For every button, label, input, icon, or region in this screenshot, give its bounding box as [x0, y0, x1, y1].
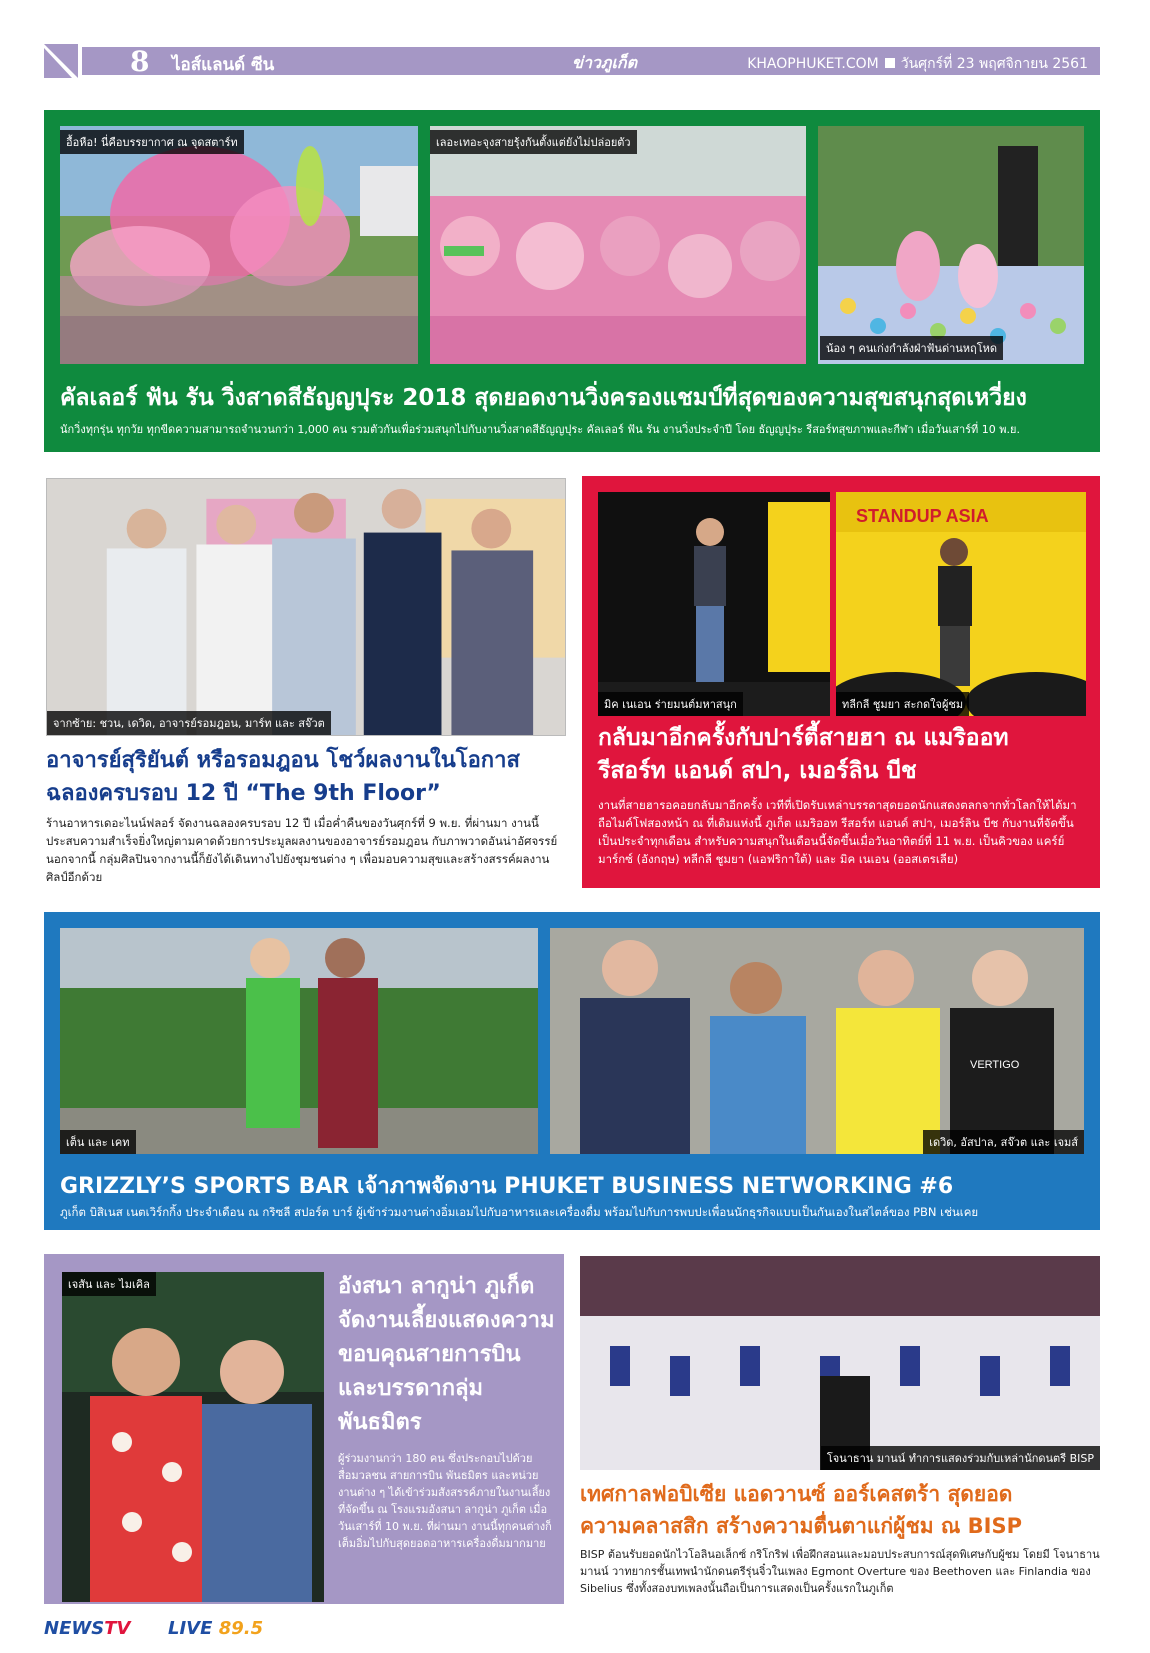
title-line: กลับมาอีกครั้งกับปาร์ตี้สายฮา ณ แมริออท: [598, 725, 1009, 751]
color-fun-run-panel: [44, 110, 1100, 452]
photo-start-line: [60, 126, 418, 364]
shirt-brand-text: VERTIGO: [970, 1059, 1020, 1071]
photo-ball-pit: [818, 126, 1084, 364]
title-line: ฉลองครบรอบ 12 ปี “The 9th Floor”: [46, 781, 441, 806]
article-title: GRIZZLY’S SPORTS BAR เจ้าภาพจัดงาน PHUKET BUSINESS NETWORKING #6: [60, 1174, 954, 1199]
square-separator-icon: [885, 58, 895, 68]
photo-caption: เต็น และ เคท: [60, 1130, 136, 1154]
photo-caption: โจนาธาน มานน์ ทำการแสดงร่วมกับเหล่านักดนตรี BISP: [821, 1446, 1100, 1470]
grizzly-panel: [44, 912, 1100, 1230]
page-number: 8: [130, 45, 150, 78]
photo-caption: เดวิด, อัสปาล, สจ๊วต และ เจมส์: [923, 1130, 1084, 1154]
live-radio-logo[interactable]: [168, 1618, 263, 1639]
photo-comedian-1: [598, 492, 830, 716]
title-line: เทศกาลฟอบิเซีย แอดวานซ์ ออร์เคสตร้า สุดยอด: [580, 1482, 1013, 1506]
article-body: นักวิ่งทุกรุ่น ทุกวัย ทุกขีดความสามารถจำนวนกว่า 1,000 คน รวมตัวกันเพื่อร่วมสนุกไปกับงานวิ่งสาดสีธัญญปุระ คัลเลอร์ ฟัน รัน งานวิ่งประจำปี โดย ธัญญปุระ รีสอร์ทสุขภาพและกีฬา เมื่อวันเสาร์ที่ 10 พ.ย.: [60, 423, 1020, 436]
article-body: ภูเก็ต บิสิเนส เนตเวิร์กกิ้ง ประจำเดือน ณ กริซลี สปอร์ต บาร์ ผู้เข้าร่วมงานต่างอิ่มเอมไปกับอาหารและเครื่องดื่ม พร้อมไปกับการพบปะเพื่อนนักธุรกิจแบบเป็นกันเองในสไตล์ของ PBN เช่นเคย: [60, 1205, 979, 1219]
title-line: อาจารย์สุริยันต์ หรือรอมฎอน โชว์ผลงานในโอกาส: [46, 748, 520, 773]
site-url[interactable]: KHAOPHUKET.COM: [747, 56, 879, 72]
photo-orchestra: [580, 1256, 1100, 1470]
photo-caption: อื้อหือ! นี่คือบรรยากาศ ณ จุดสตาร์ท: [60, 130, 244, 154]
page-header: [44, 44, 1100, 78]
corner-mark-icon: [44, 44, 78, 78]
photo-caption: เจสัน และ ไมเคิล: [62, 1272, 156, 1296]
article-body: BISP ต้อนรับยอดนักไวโอลินอเล็กซ์ กริโกริฟ เพื่อฝึกสอนและมอบประสบการณ์สุดพิเศษกับผู้ชม โดยมี โจนาธาน มานน์ วาทยากรชั้นเทพนำนักดนตรีรุ่นจิ๋วในเพลง Egmont Overture ของ Beethoven และ Finlandia ของ Sibelius ซึ่งทั้งสองบทเพลงนั้นถือเป็นการแสดงเป็นครั้งแรกในภูเก็ต: [580, 1548, 1100, 1595]
title-line: รีสอร์ท แอนด์ สปา, เมอร์ลิน บีช: [598, 758, 917, 784]
photo-runners-closeup: [430, 126, 806, 364]
photo-jason-michael: [62, 1272, 324, 1602]
title-line: ความคลาสสิก สร้างความตื่นตาแก่ผู้ชม ณ BISP: [580, 1514, 1022, 1538]
newspaper-logo: ข่าวภูเก็ต: [572, 53, 637, 72]
photo-ninth-floor-group: [46, 478, 566, 736]
article-title: [580, 1478, 1100, 1542]
news-logo-text: NEWS: [44, 1618, 105, 1639]
article-body: ร้านอาหารเดอะไนน์ฟลอร์ จัดงานฉลองครบรอบ 12 ปี เมื่อค่ำคืนของวันศุกร์ที่ 9 พ.ย. ที่ผ่านมา งานนี้ประสบความสำเร็จยิ่งใหญ่ตามคาดด้วยการประมูลผลงานของอาจารย์รอมฎอน กับภาพวาดอันน่าอัศจรรย์ นอกจากนี้ กลุ่มศิลปินจากงานนี้ก็ยังได้เดินทางไปยังชุมชนต่าง ๆ เพื่อมอบความสุขและสร้างสรรค์ผลงานศิลป์อีกด้วย: [46, 816, 558, 884]
photo-comedian-2: [836, 492, 1086, 716]
angsana-panel: [44, 1254, 564, 1604]
photo-caption: เลอะเทอะจุงสายรุ้งกันตั้งแต่ยังไม่ปล่อยตัว: [430, 130, 637, 154]
news-tv-logo[interactable]: [44, 1618, 130, 1639]
photo-ten-and-kate: [60, 928, 538, 1154]
article-title: [598, 722, 1009, 788]
photo-caption: จากซ้าย: ชวน, เดวิด, อาจารย์รอมฎอน, มาร์ท และ สจ๊วต: [47, 711, 331, 735]
header-bar: [82, 45, 1100, 78]
photo-caption: น้อง ๆ คนเก่งกำลังฝ่าฟันด่านหฤโหด: [820, 336, 1003, 360]
stage-banner-text: STANDUP ASIA: [856, 506, 989, 526]
photo-caption: มิค เนเอน ร่ายมนต์มหาสนุก: [598, 692, 743, 716]
article-body: งานที่สายฮารอคอยกลับมาอีกครั้ง เวทีที่เปิดรับเหล่าบรรดาสุดยอดนักแสดงตลกจากทั่วโลกให้ได้มาถือไมค์โฟสองหน้า ณ ที่เดิมแห่งนี้ ภูเก็ต แมริออท รีสอร์ท แอนด์ สปา, เมอร์ลิน บีช กับงานที่จัดขึ้นเป็นประจำทุกเดือน สำหรับความสนุกในเดือนนี้จัดขึ้นเมื่อวันอาทิตย์ที่ 11 พ.ย. เป็นคิวของ แคร์ย์ มาร์กซ์ (อังกฤษ) ทลีกลี ชูมยา (แอฟริกาใต้) และ มิค เนเอน (ออสเตรเลีย): [598, 798, 1077, 866]
photo-caption: ทลีกลี ชูมยา สะกดใจผู้ชม: [836, 692, 969, 716]
comedy-panel: [582, 476, 1100, 888]
article-title: อังสนา ลากูน่า ภูเก็ต จัดงานเลี้ยงแสดงความขอบคุณสายการบิน และบรรดากลุ่มพันธมิตร: [338, 1274, 555, 1435]
article-title: [46, 744, 566, 810]
live-logo-text: LIVE: [168, 1618, 213, 1639]
photo-four-men: [550, 928, 1084, 1154]
tv-logo-text: TV: [104, 1618, 131, 1639]
site-and-date: [747, 53, 1088, 75]
article-title: คัลเลอร์ ฟัน รัน วิ่งสาดสีธัญญปุระ 2018 สุดยอดงานวิ่งครองแชมป์ที่สุดของความสุขสนุกสุดเหวี่ยง: [60, 385, 1027, 411]
section-title: ไอส์แลนด์ ซีน: [172, 55, 275, 75]
article-body: ผู้ร่วมงานกว่า 180 คน ซึ่งประกอบไปด้วย สื่อมวลชน สายการบิน พันธมิตร และหน่วยงานต่าง ๆ ได้เข้าร่วมสังสรรค์ภายในงานเลี้ยงที่จัดขึ้น ณ โรงแรมอังสนา ลากูน่า ภูเก็ต เมื่อวันเสาร์ที่ 10 พ.ย. ที่ผ่านมา งานนี้ทุกคนต่างก็เต็มอิ่มไปกับสุดยอดอาหารเครื่องดื่มมากมาย: [338, 1452, 552, 1550]
radio-frequency: 89.5: [218, 1618, 264, 1639]
issue-date: วันศุกร์ที่ 23 พฤศจิกายน 2561: [900, 56, 1088, 72]
